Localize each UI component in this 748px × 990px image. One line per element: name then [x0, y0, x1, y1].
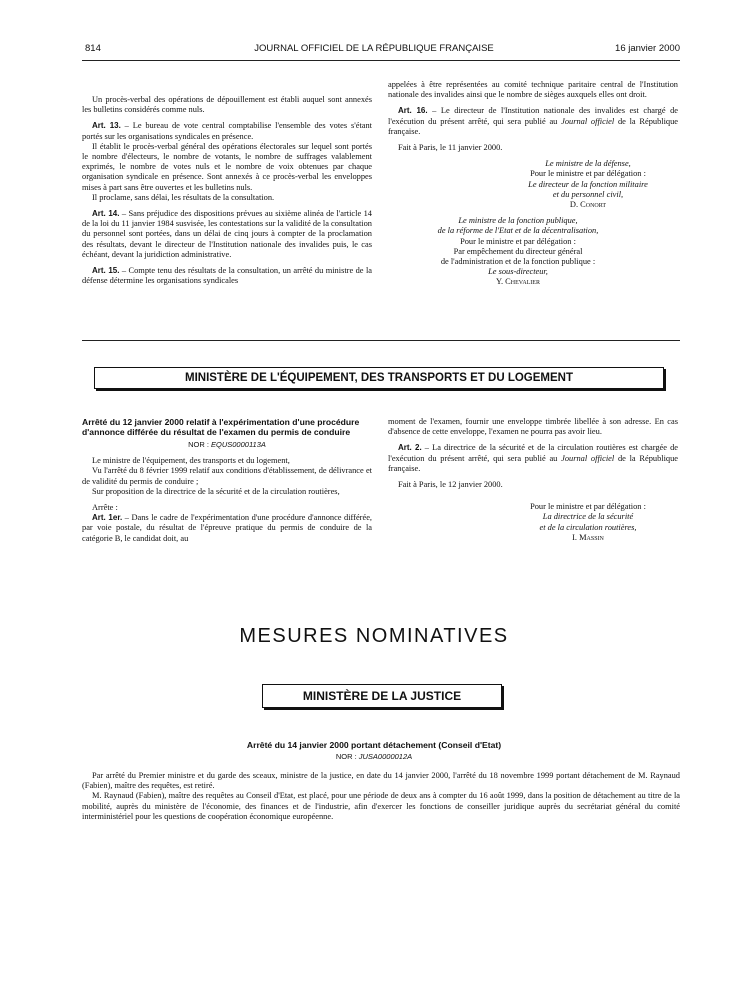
signature-date: Fait à Paris, le 11 janvier 2000. — [398, 143, 503, 153]
paragraph: Il établit le procès-verbal général des opérations électorales sur lequel sont portés le nombre d'électeurs, le nombre de votants, le nombre de suffrages valablement exprimés, le nombre de votes nuls et le nombre de voix obtenues par chaque organisation syndicale en présence. Sont annexés à ce procès-verbal les enveloppes mises à part sans être ouvertes et les bulletins nuls. — [82, 141, 372, 192]
article-16: Art. 16. – Le directeur de l'Institution nationale des invalides est chargé de l'exécution du présent arrêté, qui sera publié au Journal officiel de la République française. — [388, 106, 678, 136]
page-header — [0, 43, 748, 57]
arrete-word: Arrête : — [92, 503, 118, 513]
paragraph: Il proclame, sans délai, les résultats de la consultation. — [92, 192, 275, 202]
ministry-heading-justice: MINISTÈRE DE LA JUSTICE — [262, 684, 502, 708]
section-title-mesures-nominatives: MESURES NOMINATIVES — [239, 625, 509, 647]
article-label: Art. 14. — [92, 209, 120, 219]
page-number: 814 — [85, 43, 101, 54]
top-left-column — [82, 95, 372, 286]
article-label: Art. 16. — [398, 106, 428, 116]
nor-reference: NOR : JUSA0000012A — [335, 752, 413, 761]
arrete-title: Arrêté du 12 janvier 2000 relatif à l'expérimentation d'une procédure d'annonce différée du résultat de l'examen du permis de conduire — [82, 417, 360, 437]
article-2: Art. 2. – La directrice de la sécurité et de la circulation routières est chargée de l'exécution du présent arrêté, qui sera publié au Journal officiel de la République française. — [388, 443, 678, 473]
signature-block-fonction-publique: Le ministre de la fonction publique, de la réforme de l'Etat et de la décentralisation, Pour le ministre et par délégation : Par empêchement du directeur général de l'administration et de la fonction publique : Le sous-directeur, Y. Chevalier — [388, 216, 648, 287]
article-text: – Dans le cadre de l'expérimentation d'une procédure d'annonce différée, par voie postale, du résultat de l'épreuve pratique du permis de conduire de la catégorie B, le candidat doit, au — [82, 513, 373, 543]
paragraph: appelées à être représentées au comité technique paritaire central de l'Institution nationale des invalides ainsi que le nombre de sièges auxquels elles ont droit. — [388, 80, 678, 100]
ministry-heading-equipement: MINISTÈRE DE L'ÉQUIPEMENT, DES TRANSPORTS ET DU LOGEMENT — [94, 367, 664, 389]
paragraph: Par arrêté du Premier ministre et du garde des sceaux, ministre de la justice, en date du 14 janvier 2000, l'arrêté du 18 novembre 1999 portant détachement de M. Raynaud (Fabien), maître des requêtes, est retiré. — [82, 771, 680, 791]
arrete-1-left-column — [82, 417, 372, 544]
arrete-1-right-column — [388, 417, 678, 543]
journal-name: Journal officiel — [561, 116, 615, 126]
article-1 — [82, 513, 372, 544]
journal-name: Journal officiel — [561, 453, 615, 463]
article-text: – Compte tenu des résultats de la consultation, un arrêté du ministre de la défense détermine les organisations syndicales — [82, 266, 372, 286]
article-14 — [82, 209, 372, 260]
journal-title: JOURNAL OFFICIEL DE LA RÉPUBLIQUE FRANÇAISE — [254, 43, 494, 54]
nor-reference: NOR : EQUS0000113A — [188, 440, 266, 449]
paragraph: moment de l'examen, fournir une enveloppe timbrée libellée à son adresse. En cas d'absence de cette enveloppe, l'examen ne pourra pas avoir lieu. — [388, 417, 678, 437]
article-label: Art. 1er. — [92, 513, 123, 523]
issue-date: 16 janvier 2000 — [615, 43, 680, 54]
header-rule — [82, 60, 680, 61]
signatory-name: Y. Chevalier — [496, 277, 540, 287]
paragraph: Un procès-verbal des opérations de dépouillement est établi auquel sont annexés les bulletins considérés comme nuls. — [82, 95, 372, 115]
arrete-title: Arrêté du 14 janvier 2000 portant détachement (Conseil d'Etat) — [246, 740, 502, 750]
article-13 — [82, 121, 372, 141]
signatory-name: I. Massin — [572, 532, 604, 542]
section-rule — [82, 340, 680, 341]
article-label: Art. 2. — [398, 443, 422, 453]
article-15 — [82, 266, 372, 286]
paragraph: Le ministre de l'équipement, des transports et du logement, — [92, 456, 290, 466]
signature-date: Fait à Paris, le 12 janvier 2000. — [398, 480, 503, 490]
paragraph: Vu l'arrêté du 8 février 1999 relatif aux conditions d'établissement, de délivrance et de validité du permis de conduire ; — [82, 466, 372, 486]
article-label: Art. 15. — [92, 266, 120, 276]
signature-block-securite-routiere: Pour le ministre et par délégation : La directrice de la sécurité et de la circulation routières, I. Massin — [498, 502, 678, 543]
paragraph: Sur proposition de la directrice de la sécurité et de la circulation routières, — [92, 486, 340, 496]
article-label: Art. 13. — [92, 121, 121, 131]
article-text: – Sans préjudice des dispositions prévues au sixième alinéa de l'article 14 de la loi du 11 janvier 1984 susvisée, les contestations sur la validité de la consultation du personnel sont portées, dans un délai de cinq jours à compter de la proclamation des résultats, devant le directeur de l'Institution nationale des invalides puis, le cas échéant, devant la juridiction administrative. — [82, 209, 372, 259]
arrete-2-body — [82, 771, 680, 822]
signatory-name: D. Conort — [569, 200, 607, 210]
top-right-column — [388, 80, 678, 288]
paragraph: M. Raynaud (Fabien), maître des requêtes au Conseil d'Etat, est placé, pour une période de deux ans à compter du 16 août 1999, dans la position de détachement au titre de la mobilité, auprès du ministère de l'économie, des finances et de l'industrie, afin d'exercer les fonctions de conseiller juridique auprès du secrétariat général du comité interministériel pour les questions de coopération économique européenne. — [82, 791, 680, 821]
signature-block-defense: Le ministre de la défense, Pour le ministre et par délégation : Le directeur de la fonction militaire et du personnel civil, D. Conort — [498, 159, 678, 210]
article-text: – Le bureau de vote central comptabilise l'ensemble des votes s'étant portés sur les organisations syndicales en présence. — [82, 121, 372, 141]
